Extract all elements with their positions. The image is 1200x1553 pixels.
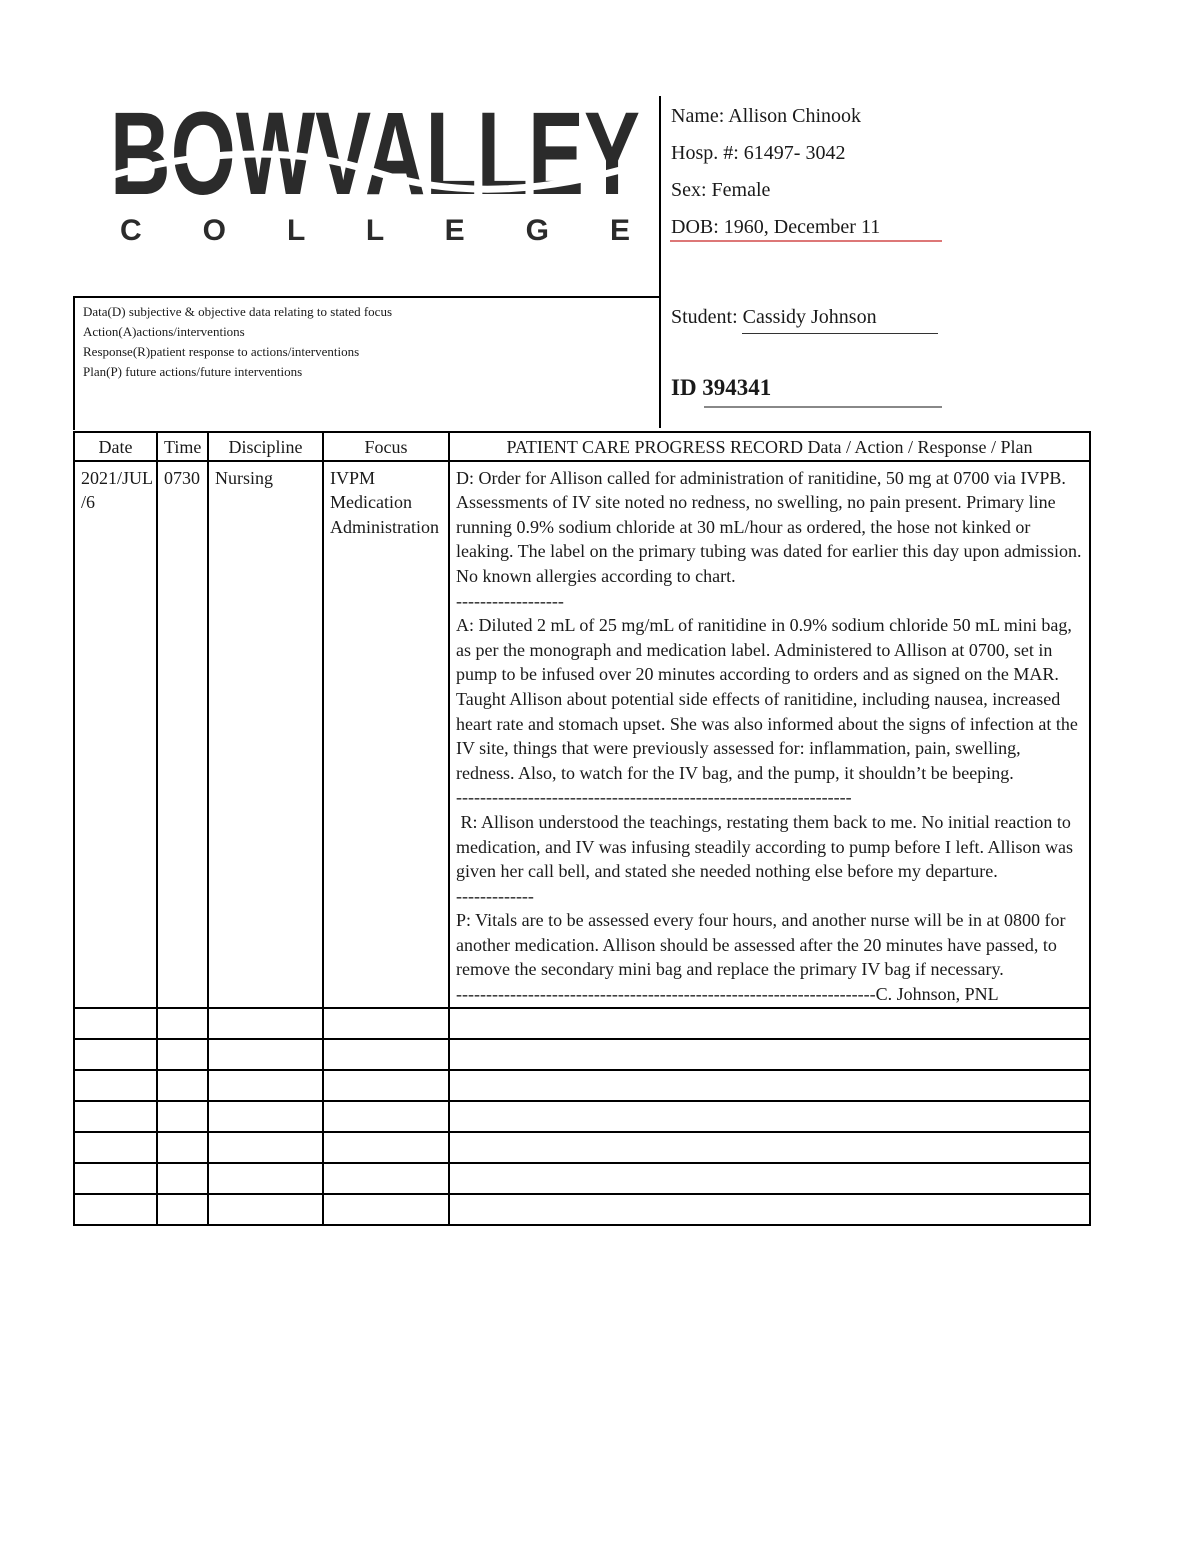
- logo-college: C O L L E G E: [120, 214, 630, 244]
- table-row: [74, 1039, 1090, 1070]
- entry-discipline: Nursing: [208, 461, 323, 1008]
- note-plan: P: Vitals are to be assessed every four hours, and another nurse will be in at 0800 for another medication. Allison should be assessed after the 20 minutes have passed, to remove the secondary mini bag and replace the primary IV bag if necessary.: [456, 910, 1066, 980]
- legend-action: Action(A)actions/interventions: [83, 324, 245, 339]
- header-progress-record: PATIENT CARE PROGRESS RECORD Data / Action / Response / Plan: [449, 432, 1090, 461]
- progress-record-table: [73, 431, 1091, 1226]
- patient-dob: DOB: 1960, December 11: [671, 216, 881, 238]
- dar-legend: [73, 296, 660, 430]
- note-signature: ----------------------------------------------------------------------C. Johnson, PNL: [456, 984, 999, 1005]
- table-row: [74, 1101, 1090, 1132]
- legend-data: Data(D) subjective & objective data relating to stated focus: [83, 304, 392, 319]
- table-row: [74, 1008, 1090, 1039]
- entry-note: [449, 461, 1090, 1008]
- note-separator: -------------: [456, 885, 534, 906]
- legend-response: Response(R)patient response to actions/interventions: [83, 344, 360, 359]
- note-response: R: Allison understood the teachings, restating them back to me. No initial reaction to medication, and IV was infusing steadily according to pump before I left. Allison was given her call bell, and stated she needed nothing else before my departure.: [456, 811, 1078, 882]
- student-id: ID 394341: [671, 375, 772, 400]
- header-focus: Focus: [323, 432, 449, 461]
- student-label: Student:: [671, 306, 743, 328]
- header-discipline: Discipline: [208, 432, 323, 461]
- table-row: [74, 461, 1090, 1008]
- student-field: [671, 306, 877, 329]
- header-date: Date: [74, 432, 157, 461]
- table-row: [74, 1163, 1090, 1194]
- table-row: [74, 1194, 1090, 1225]
- entry-time: 0730: [157, 461, 208, 1008]
- note-separator: ------------------------------------------------------------------: [456, 787, 852, 808]
- note-data: D: Order for Allison called for administration of ranitidine, 50 mg at 0700 via IVPB. Assessments of IV site noted no redness, no swelling, no pain present. Primary line running 0.9% sodium chloride at 30 mL/hour as ordered, the hose not kinked or leaking. The label on the primary tubing was dated for earlier this day upon admission. No known allergies according to chart.: [456, 467, 1082, 586]
- note-separator: ------------------: [456, 590, 564, 611]
- header-time: Time: [157, 432, 208, 461]
- id-underline: [704, 406, 942, 408]
- entry-focus: IVPM Medication Administration: [323, 461, 449, 1008]
- table-row: [74, 1132, 1090, 1163]
- patient-hosp-number: Hosp. #: 61497- 3042: [671, 142, 846, 164]
- student-name: Cassidy Johnson: [742, 306, 877, 328]
- student-underline: [742, 333, 938, 334]
- note-action: A: Diluted 2 mL of 25 mg/mL of ranitidine in 0.9% sodium chloride 50 mL mini bag, as per the monograph and medication label. Administered to Allison at 0700, set in pump to be infused over 20 minutes according to orders and as signed on the MAR. Taught Allison about potential side effects of ranitidine, including nausea, increased heart rate and stomach upset. She was also informed about the signs of infection at the IV site, things that were previously assessed for: inflammation, pain, swelling, redness. Also, to watch for the IV bag, and the pump, it shouldn’t be beeping.: [456, 615, 1078, 783]
- bow-valley-college-logo: [108, 94, 643, 244]
- logo-wordmark: BOWVALLEY: [110, 94, 640, 220]
- patient-info: [671, 98, 880, 246]
- table-header-row: [74, 432, 1090, 461]
- patient-sex: Sex: Female: [671, 179, 771, 201]
- entry-date: 2021/JUL /6: [74, 461, 157, 1008]
- table-row: [74, 1070, 1090, 1101]
- dob-underline: [670, 240, 942, 242]
- patient-name: Name: Allison Chinook: [671, 105, 861, 127]
- legend-plan: Plan(P) future actions/future interventions: [83, 364, 303, 379]
